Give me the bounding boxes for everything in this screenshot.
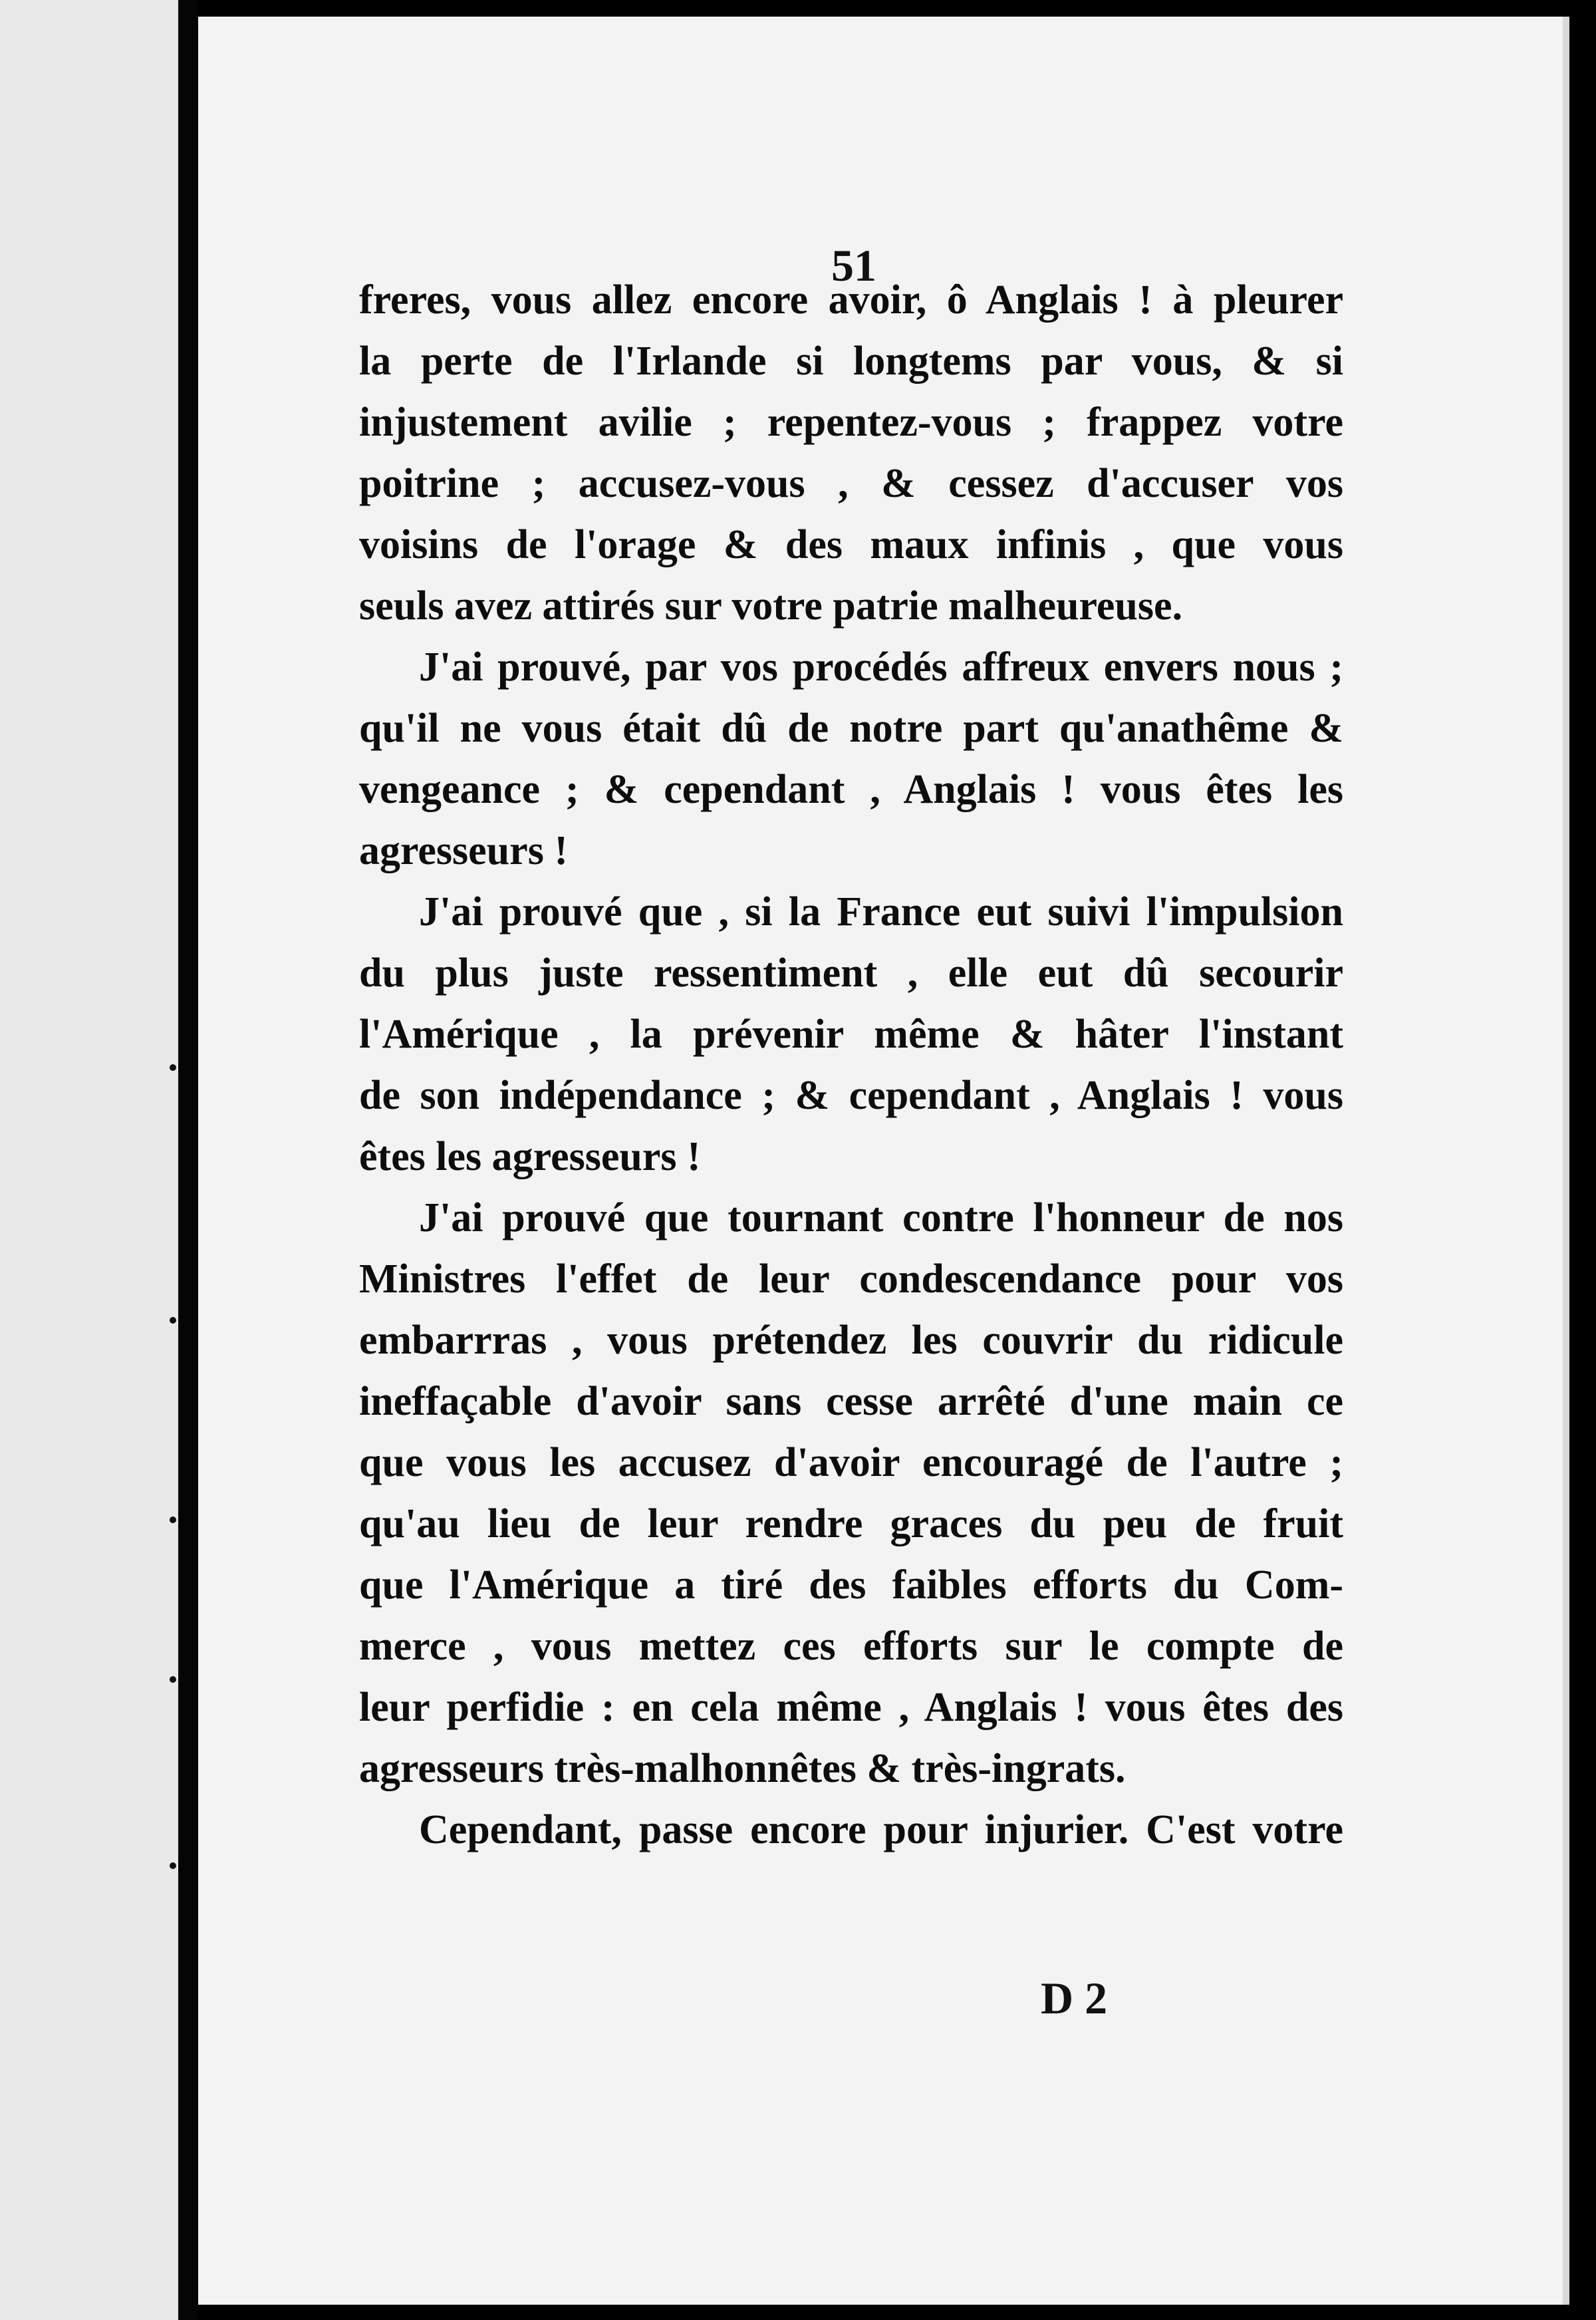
text-line: poitrine ; accusez-vous , & cessez d'accuser vos bbox=[359, 461, 1343, 506]
text-line: êtes les agresseurs ! bbox=[359, 1134, 701, 1179]
text-line: du plus juste ressentiment , elle eut dû secourir bbox=[359, 950, 1343, 996]
left-page-fragment bbox=[0, 0, 178, 2320]
paragraph bbox=[359, 1799, 1343, 1860]
margin-mark bbox=[170, 1517, 176, 1523]
text-line: freres, vous allez encore avoir, ô Anglais ! à pleurer bbox=[359, 277, 1343, 323]
paragraph bbox=[359, 637, 1343, 881]
text-line: agresseurs très-malhonnêtes & très-ingrats. bbox=[359, 1746, 1126, 1791]
text-line: vengeance ; & cependant , Anglais ! vous êtes les bbox=[359, 767, 1343, 812]
text-line: que l'Amérique a tiré des faibles efforts du Com- bbox=[359, 1562, 1343, 1608]
text-line: embarrras , vous prétendez les couvrir du ridicule bbox=[359, 1318, 1343, 1363]
margin-mark bbox=[170, 1064, 176, 1071]
paragraph bbox=[359, 269, 1343, 637]
text-line: seuls avez attirés sur votre patrie malheureuse. bbox=[359, 583, 1183, 629]
text-line: Cependant, passe encore pour injurier. C'est votre bbox=[419, 1807, 1343, 1852]
body-text bbox=[359, 269, 1343, 1860]
text-line: J'ai prouvé que tournant contre l'honneur de nos bbox=[419, 1195, 1343, 1240]
text-line: ineffaçable d'avoir sans cesse arrêté d'une main ce bbox=[359, 1379, 1343, 1424]
text-line: Ministres l'effet de leur condescendance pour vos bbox=[359, 1256, 1343, 1302]
margin-mark bbox=[170, 1317, 176, 1324]
margin-mark bbox=[170, 1862, 176, 1869]
margin-mark bbox=[170, 1676, 176, 1683]
text-line: injustement avilie ; repentez-vous ; frappez votre bbox=[359, 400, 1343, 445]
text-line: qu'il ne vous était dû de notre part qu'anathême & bbox=[359, 706, 1343, 751]
text-line: J'ai prouvé que , si la France eut suivi l'impulsion bbox=[419, 889, 1343, 935]
text-line: l'Amérique , la prévenir même & hâter l'instant bbox=[359, 1012, 1343, 1057]
text-line: merce , vous mettez ces efforts sur le compte de bbox=[359, 1624, 1343, 1669]
book-gutter bbox=[178, 0, 198, 2320]
text-line: J'ai prouvé, par vos procédés affreux envers nous ; bbox=[419, 645, 1343, 690]
text-line: de son indépendance ; & cependant , Anglais ! vous bbox=[359, 1073, 1343, 1118]
page-edge bbox=[1563, 17, 1569, 2305]
text-line: voisins de l'orage & des maux infinis , que vous bbox=[359, 522, 1343, 567]
page-number: 51 bbox=[831, 240, 876, 291]
text-line: qu'au lieu de leur rendre graces du peu de fruit bbox=[359, 1501, 1343, 1546]
signature-mark: D 2 bbox=[1041, 1973, 1108, 2023]
text-line: la perte de l'Irlande si longtems par vous, & si bbox=[359, 339, 1343, 384]
paragraph bbox=[359, 881, 1343, 1187]
text-line: agresseurs ! bbox=[359, 828, 568, 873]
text-line: que vous les accusez d'avoir encouragé de l'autre ; bbox=[359, 1440, 1343, 1485]
text-line: leur perfidie : en cela même , Anglais ! vous êtes des bbox=[359, 1685, 1343, 1730]
paragraph bbox=[359, 1187, 1343, 1799]
